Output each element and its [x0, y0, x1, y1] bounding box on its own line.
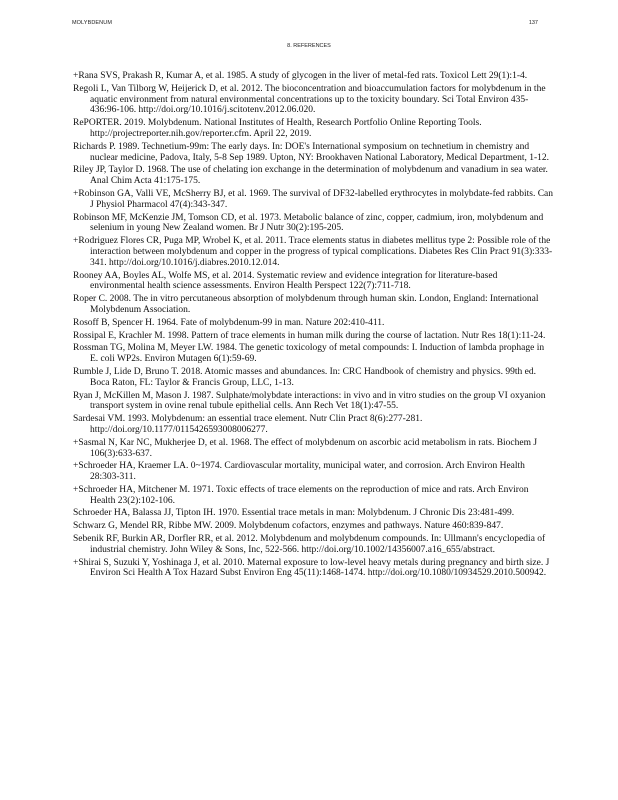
reference-entry: Robinson MF, McKenzie JM, Tomson CD, et al. 1973. Metabolic balance of zinc, copper, cadmium, iron, molybdenum and selenium in young New Zealand women. Br J Nutr 30(2):195-205. — [73, 212, 544, 234]
reference-entry: RePORTER. 2019. Molybdenum. National Institutes of Health, Research Portfolio Online Reporting Tools. http://projectreporter.nih.gov/reporter.cfm. April 22, 2019. — [73, 118, 482, 139]
page-number: 137 — [528, 20, 538, 26]
reference-entry: Schwarz G, Mendel RR, Ribbe MW. 2009. Molybdenum cofactors, enzymes and pathways. Nature 460:839-847. — [73, 521, 504, 532]
reference-list — [73, 71, 553, 581]
reference-entry: Roper C. 2008. The in vitro percutaneous absorption of molybdenum through human skin. London, England: International Molybdenum Association. — [73, 294, 539, 315]
section-heading: 8. REFERENCES — [287, 43, 331, 49]
reference-entry: +Sasmal N, Kar NC, Mukherjee D, et al. 1968. The effect of molybdenum on ascorbic acid metabolism in rats. Biochem J 106(3):633-637. — [73, 437, 538, 459]
reference-entry: +Schroeder HA, Kraemer LA. 0~1974. Cardiovascular mortality, municipal water, and corrosion. Arch Environ Health 28:303-311. — [73, 461, 525, 483]
reference-entry: Richards P. 1989. Technetium-99m: The early days. In: DOE's International symposium on technetium in chemistry and nuclear medicine, Padova, Italy, 5-8 Sep 1989. Upton, NY: Brookhaven National Laboratory, Medical Department, 1-12. — [73, 141, 550, 163]
reference-entry: Riley JP, Taylor D. 1968. The use of chelating ion exchange in the determination of molybdenum and vanadium in sea water. Anal Chim Acta 41:175-175. — [73, 165, 548, 187]
reference-entry: +Rana SVS, Prakash R, Kumar A, et al. 1985. A study of glycogen in the liver of metal-fed rats. Toxicol Lett 29(1):1-4. — [73, 71, 528, 81]
reference-entry: Ryan J, McKillen M, Mason J. 1987. Sulphate/molybdate interactions: in vivo and in vitro studies on the group VI oxyanion transport system in ovine renal tubule epithelial cells. Ann Rech Vet 18(1):47-55. — [73, 390, 546, 412]
reference-entry: +Shirai S, Suzuki Y, Yoshinaga J, et al. 2010. Maternal exposure to low-level heavy metals during pregnancy and birth size. J Environ Sci Health A Tox Hazard Subst Environ Eng 45(11):1468-1474. http://doi.org/10.1080/10934529.2010.500942. — [73, 557, 550, 579]
reference-entry: Regoli L, Van Tilborg W, Heijerick D, et al. 2012. The bioconcentration and bioaccumulation factors for molybdenum in the aquatic environment from natural environmental concentrations up to the toxicity boundary. Sci Total Environ 435-436:96-106. http://doi.org/10.1016/j.scitotenv.2012.06.020. — [73, 83, 546, 116]
reference-entry: +Robinson GA, Valli VE, McSherry BJ, et al. 1969. The survival of DF32-labelled erythrocytes in molybdate-fed rabbits. Can J Physiol Pharmacol 47(4):343-347. — [73, 188, 554, 210]
reference-entry: Rumble J, Lide D, Bruno T. 2018. Atomic masses and abundances. In: CRC Handbook of chemistry and physics. 99th ed. Boca Raton, FL: Taylor & Francis Group, LLC, 1-13. — [73, 366, 536, 388]
reference-entry: Sardesai VM. 1993. Molybdenum: an essential trace element. Nutr Clin Pract 8(6):277-281. http://doi.org/10.1177/0115426593008006277. — [73, 414, 423, 435]
reference-entry: Rooney AA, Boyles AL, Wolfe MS, et al. 2014. Systematic review and evidence integration for literature-based environmental health science assessments. Environ Health Perspect 122(7):711-718. — [73, 270, 498, 292]
reference-entry: Schroeder HA, Balassa JJ, Tipton IH. 1970. Essential trace metals in man: Molybdenum. J Chronic Dis 23:481-499. — [73, 508, 515, 519]
reference-entry: +Rodriguez Flores CR, Puga MP, Wrobel K, et al. 2011. Trace elements status in diabetes mellitus type 2: Possible role of the interaction between molybdenum and copper in the progress of typical complications. Diabetes Res Clin Pract 91(3):333-341. http://doi.org/10.1016/j.diabres.2010.12.014. — [73, 236, 553, 268]
reference-entry: Sebenik RF, Burkin AR, Dorfler RR, et al. 2012. Molybdenum and molybdenum compounds. In: Ullmann's encyclopedia of industrial chemistry. John Wiley & Sons, Inc, 522-566. http://doi.org/10.1002/14356007.a16_655/abstract. — [73, 534, 546, 555]
reference-entry: +Schroeder HA, Mitchener M. 1971. Toxic effects of trace elements on the reproduction of mice and rats. Arch Environ Health 23(2):102-106. — [73, 484, 529, 506]
reference-entry: Rossipal E, Krachler M. 1998. Pattern of trace elements in human milk during the course of lactation. Nutr Res 18(1):11-24. — [73, 330, 546, 341]
running-header-title: MOLYBDENUM — [72, 20, 113, 26]
reference-entry: Rossman TG, Molina M, Meyer LW. 1984. The genetic toxicology of metal compounds: I. Induction of lambda prophage in E. coli WP2s. Environ Mutagen 6(1):59-69. — [73, 343, 545, 365]
reference-entry: Rosoff B, Spencer H. 1964. Fate of molybdenum-99 in man. Nature 202:410-411. — [73, 317, 385, 328]
